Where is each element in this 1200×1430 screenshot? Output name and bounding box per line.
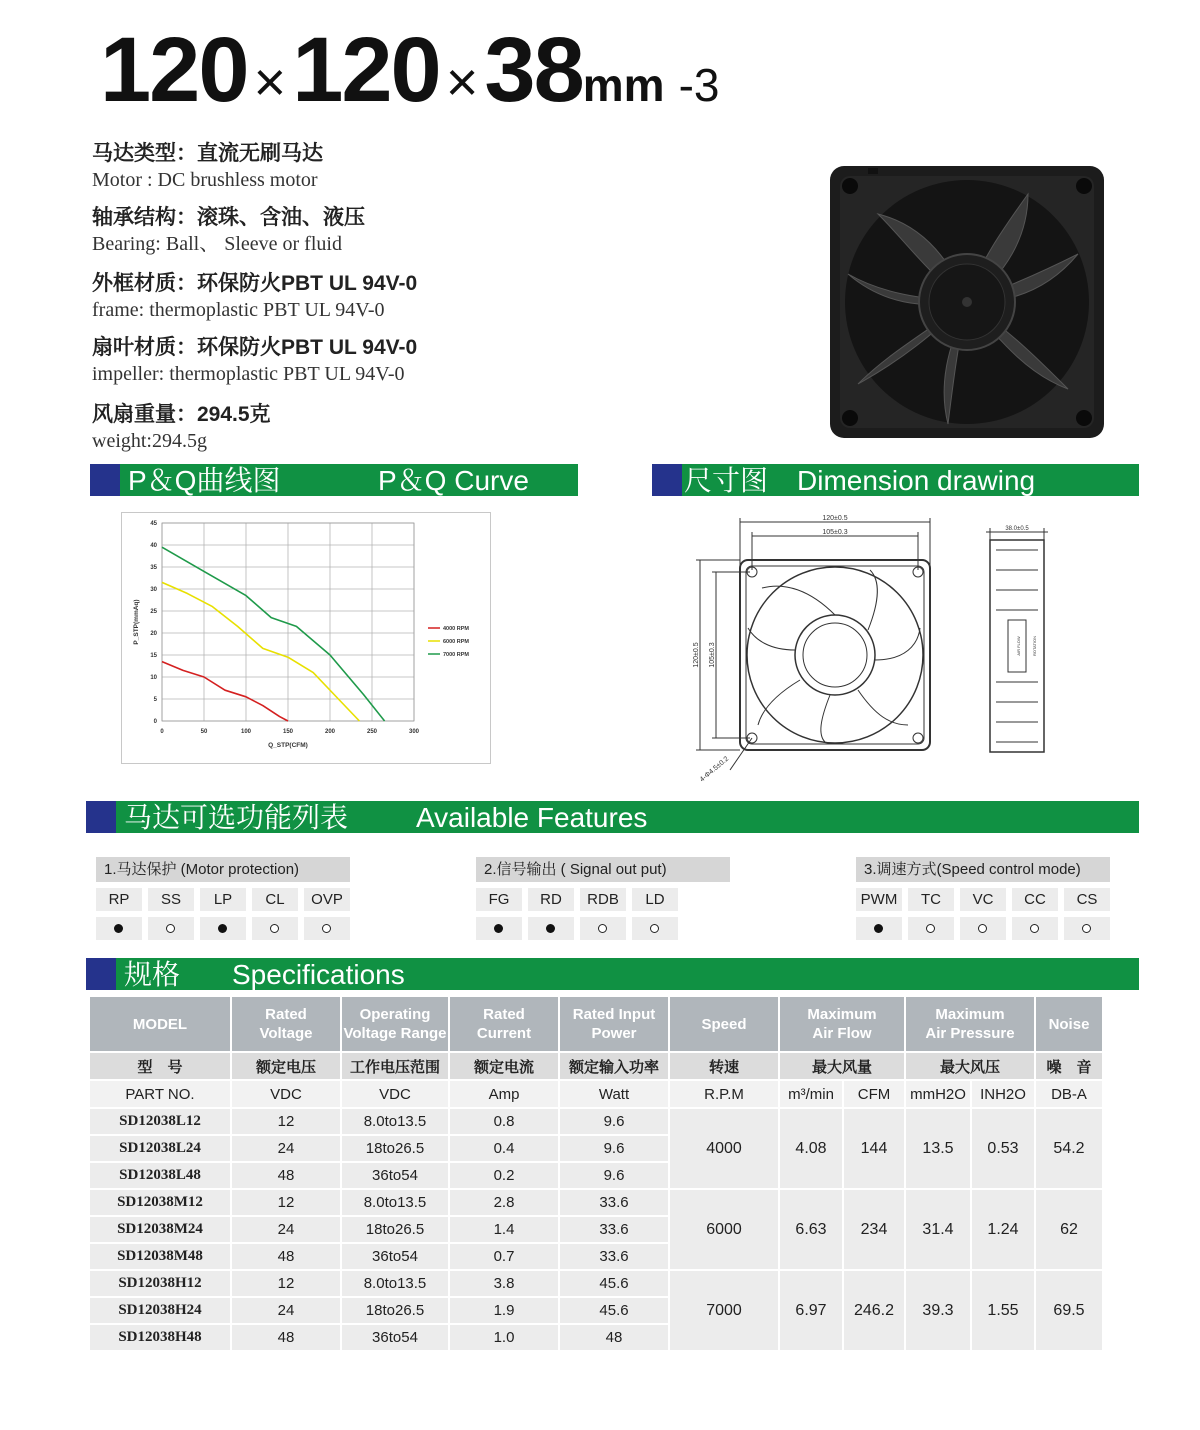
section-title-en: Available Features <box>416 802 648 833</box>
header-noise: Noise <box>1036 997 1102 1051</box>
feature-code-cl: CL <box>252 888 298 911</box>
feature-code-cc: CC <box>1012 888 1058 911</box>
group-value: 69.5 <box>1036 1271 1102 1350</box>
filled-dot-icon <box>874 924 883 933</box>
spec-value: 12 <box>232 1190 340 1215</box>
header-cn-cell: 型 号 <box>90 1053 230 1079</box>
empty-dot-icon <box>1030 924 1039 933</box>
y-tick-label: 35 <box>150 565 157 571</box>
unit-cell: Watt <box>560 1081 668 1107</box>
pq-chart <box>122 513 490 763</box>
spec-value: 0.7 <box>450 1244 558 1269</box>
spec-cn: 外框材质：环保防火PBT UL 94V-0 <box>92 272 418 295</box>
title-times-2: × <box>445 50 479 113</box>
table-units-row <box>90 1081 1102 1107</box>
feature-code-cs: CS <box>1064 888 1110 911</box>
section-title-cn: P＆Q曲线图 <box>128 465 281 496</box>
spec-value: 12 <box>232 1271 340 1296</box>
header-range: Operating Voltage Range <box>342 997 448 1051</box>
filled-dot-icon <box>218 924 227 933</box>
feature-indicator-lp <box>200 917 246 940</box>
group-value: 6000 <box>670 1190 778 1269</box>
unit-cell: VDC <box>342 1081 448 1107</box>
feature-code-pwm: PWM <box>856 888 902 911</box>
spec-value: 33.6 <box>560 1217 668 1242</box>
pq-chart-box <box>121 512 491 764</box>
spec-value: 18to26.5 <box>342 1136 448 1161</box>
section-title-cn: 规格 <box>124 959 181 990</box>
section-title-cn: 尺寸图 <box>684 465 769 496</box>
empty-dot-icon <box>978 924 987 933</box>
part-number: SD12038M48 <box>90 1244 230 1269</box>
table-row <box>90 1190 1102 1215</box>
y-tick-label: 0 <box>153 719 157 725</box>
spec-value: 8.0to13.5 <box>342 1109 448 1134</box>
feature-indicator-cs <box>1064 917 1110 940</box>
spec-value: 0.4 <box>450 1136 558 1161</box>
group-value: 234 <box>844 1190 904 1269</box>
feature-group-speed-control <box>856 857 1110 943</box>
title-dim-2: 120 <box>292 19 440 121</box>
spec-value: 24 <box>232 1136 340 1161</box>
empty-dot-icon <box>1082 924 1091 933</box>
group-value: 6.97 <box>780 1271 842 1350</box>
filled-dot-icon <box>546 924 555 933</box>
group-value: 246.2 <box>844 1271 904 1350</box>
spec-value: 45.6 <box>560 1298 668 1323</box>
legend-label: 7000 RPM <box>443 652 469 658</box>
spec-value: 12 <box>232 1109 340 1134</box>
y-tick-label: 25 <box>150 609 157 615</box>
feature-indicator-rdb <box>580 917 626 940</box>
feature-indicator-cl <box>252 917 298 940</box>
unit-cell: INH2O <box>972 1081 1034 1107</box>
unit-cell: Amp <box>450 1081 558 1107</box>
x-tick-label: 150 <box>282 729 294 735</box>
feature-group-motor-protection <box>96 857 350 943</box>
header-airflow: Maximum Air Flow <box>780 997 904 1051</box>
spec-bearing <box>92 204 365 256</box>
legend-label: 6000 RPM <box>443 639 469 645</box>
feature-code-ovp: OVP <box>304 888 350 911</box>
dim-top-outer-label: 120±0.5 <box>822 515 848 522</box>
spec-en: weight:294.5g <box>92 430 207 452</box>
spec-value: 33.6 <box>560 1190 668 1215</box>
unit-cell: mmH2O <box>906 1081 970 1107</box>
group-value: 62 <box>1036 1190 1102 1269</box>
feature-code-lp: LP <box>200 888 246 911</box>
x-tick-label: 300 <box>408 729 420 735</box>
table-row <box>90 1109 1102 1134</box>
group-value: 144 <box>844 1109 904 1188</box>
section-marker <box>86 801 116 833</box>
y-tick-label: 10 <box>150 675 157 681</box>
dim-top-inner-label: 105±0.3 <box>822 529 848 536</box>
header-cn-cell: 最大风量 <box>780 1053 904 1079</box>
header-cn-cell: 工作电压范围 <box>342 1053 448 1079</box>
header-cn-cell: 噪 音 <box>1036 1053 1102 1079</box>
feature-indicator-rd <box>528 917 574 940</box>
header-power: Rated Input Power <box>560 997 668 1051</box>
section-title-en: P＆Q Curve <box>378 465 529 496</box>
feature-code-tc: TC <box>908 888 954 911</box>
feature-code-fg: FG <box>476 888 522 911</box>
section-marker <box>86 958 116 990</box>
empty-dot-icon <box>926 924 935 933</box>
unit-cell: m³/min <box>780 1081 842 1107</box>
spec-value: 45.6 <box>560 1271 668 1296</box>
spec-motor <box>92 140 323 192</box>
spec-value: 3.8 <box>450 1271 558 1296</box>
title-times-1: × <box>253 50 287 113</box>
part-number: SD12038L12 <box>90 1109 230 1134</box>
part-number: SD12038L48 <box>90 1163 230 1188</box>
dim-rotation-label: ROTATION <box>1032 635 1037 657</box>
y-tick-label: 40 <box>150 543 157 549</box>
unit-cell: VDC <box>232 1081 340 1107</box>
section-title-en: Dimension drawing <box>797 465 1036 496</box>
spec-value: 18to26.5 <box>342 1217 448 1242</box>
spec-cn: 马达类型：直流无刷马达 <box>92 142 323 165</box>
section-header-dimension <box>652 464 1139 496</box>
table-row <box>90 1271 1102 1296</box>
series-line-7000-rpm <box>162 547 385 721</box>
spec-en: impeller: thermoplastic PBT UL 94V-0 <box>92 363 405 385</box>
spec-cn: 风扇重量：294.5克 <box>92 403 271 426</box>
x-tick-label: 50 <box>200 729 208 735</box>
dim-side-label: 38.0±0.5 <box>1005 526 1029 532</box>
spec-weight <box>92 401 271 453</box>
y-axis-label: P_STP(mmAq) <box>133 599 140 645</box>
header-cn-cell: 最大风压 <box>906 1053 1034 1079</box>
spec-value: 9.6 <box>560 1109 668 1134</box>
table-header-en <box>90 997 1102 1051</box>
spec-value: 0.8 <box>450 1109 558 1134</box>
header-current: Rated Current <box>450 997 558 1051</box>
feature-indicator-tc <box>908 917 954 940</box>
feature-indicator-cc <box>1012 917 1058 940</box>
group-value: 13.5 <box>906 1109 970 1188</box>
feature-group-title: 2.信号输出 ( Signal out put) <box>476 857 730 882</box>
x-axis-label: Q_STP(CFM) <box>268 742 308 749</box>
y-tick-label: 20 <box>150 631 157 637</box>
spec-cn: 轴承结构：滚珠、含油、液压 <box>92 206 365 229</box>
feature-indicator-ovp <box>304 917 350 940</box>
x-tick-label: 100 <box>240 729 252 735</box>
feature-indicator-ss <box>148 917 194 940</box>
spec-value: 9.6 <box>560 1163 668 1188</box>
feature-group-title: 3.调速方式(Speed control mode) <box>856 857 1110 882</box>
spec-value: 36to54 <box>342 1244 448 1269</box>
header-cn-cell: 额定输入功率 <box>560 1053 668 1079</box>
dim-hole-label: 4-Φ4.5±0.2 <box>698 755 731 784</box>
x-tick-label: 200 <box>324 729 336 735</box>
table-header-cn <box>90 1053 1102 1079</box>
group-value: 1.55 <box>972 1271 1034 1350</box>
spec-value: 1.9 <box>450 1298 558 1323</box>
title-dim-1: 120 <box>100 19 248 121</box>
feature-indicator-vc <box>960 917 1006 940</box>
spec-value: 8.0to13.5 <box>342 1271 448 1296</box>
header-cn-cell: 额定电压 <box>232 1053 340 1079</box>
section-marker <box>90 464 120 496</box>
header-pressure: Maximum Air Pressure <box>906 997 1034 1051</box>
empty-dot-icon <box>598 924 607 933</box>
group-value: 4.08 <box>780 1109 842 1188</box>
spec-value: 24 <box>232 1217 340 1242</box>
group-value: 54.2 <box>1036 1109 1102 1188</box>
feature-group-title: 1.马达保护 (Motor protection) <box>96 857 350 882</box>
feature-code-rdb: RDB <box>580 888 626 911</box>
page-title <box>100 18 720 121</box>
header-model: MODEL <box>90 997 230 1051</box>
feature-indicator-rp <box>96 917 142 940</box>
group-value: 1.24 <box>972 1190 1034 1269</box>
spec-value: 48 <box>560 1325 668 1350</box>
unit-cell: R.P.M <box>670 1081 778 1107</box>
title-suffix: -3 <box>678 59 720 111</box>
series-line-4000-rpm <box>162 662 288 721</box>
group-value: 7000 <box>670 1271 778 1350</box>
spec-value: 9.6 <box>560 1136 668 1161</box>
feature-code-ss: SS <box>148 888 194 911</box>
spec-value: 36to54 <box>342 1325 448 1350</box>
spec-value: 24 <box>232 1298 340 1323</box>
section-marker <box>652 464 682 496</box>
dimension-drawing <box>690 510 1070 790</box>
part-number: SD12038H48 <box>90 1325 230 1350</box>
section-header-pq <box>90 464 578 496</box>
title-dim-3: 38 <box>484 19 583 121</box>
feature-code-vc: VC <box>960 888 1006 911</box>
spec-value: 1.4 <box>450 1217 558 1242</box>
spec-value: 1.0 <box>450 1325 558 1350</box>
unit-cell: PART NO. <box>90 1081 230 1107</box>
spec-frame <box>92 270 417 322</box>
fan-product-image <box>828 164 1106 440</box>
part-number: SD12038H24 <box>90 1298 230 1323</box>
header-cn-cell: 额定电流 <box>450 1053 558 1079</box>
feature-indicator-ld <box>632 917 678 940</box>
dim-left-outer-label: 120±0.5 <box>693 642 700 668</box>
empty-dot-icon <box>166 924 175 933</box>
group-value: 31.4 <box>906 1190 970 1269</box>
section-title-en: Specifications <box>232 959 405 990</box>
empty-dot-icon <box>322 924 331 933</box>
x-tick-label: 0 <box>160 729 164 735</box>
spec-en: Bearing: Ball、 Sleeve or fluid <box>92 233 342 255</box>
feature-code-ld: LD <box>632 888 678 911</box>
y-tick-label: 15 <box>150 653 157 659</box>
spec-value: 48 <box>232 1244 340 1269</box>
spec-value: 33.6 <box>560 1244 668 1269</box>
unit-cell: DB-A <box>1036 1081 1102 1107</box>
group-value: 4000 <box>670 1109 778 1188</box>
y-tick-label: 5 <box>153 697 157 703</box>
spec-value: 36to54 <box>342 1163 448 1188</box>
title-unit: mm <box>582 59 665 111</box>
spec-impeller <box>92 334 417 386</box>
dim-left-inner-label: 105±0.3 <box>709 642 716 668</box>
spec-value: 0.2 <box>450 1163 558 1188</box>
section-title-cn: 马达可选功能列表 <box>124 802 349 833</box>
part-number: SD12038H12 <box>90 1271 230 1296</box>
feature-code-rd: RD <box>528 888 574 911</box>
empty-dot-icon <box>650 924 659 933</box>
group-value: 6.63 <box>780 1190 842 1269</box>
x-tick-label: 250 <box>366 729 378 735</box>
part-number: SD12038M12 <box>90 1190 230 1215</box>
spec-cn: 扇叶材质：环保防火PBT UL 94V-0 <box>92 336 418 359</box>
spec-value: 48 <box>232 1325 340 1350</box>
empty-dot-icon <box>270 924 279 933</box>
group-value: 0.53 <box>972 1109 1034 1188</box>
part-number: SD12038L24 <box>90 1136 230 1161</box>
spec-value: 2.8 <box>450 1190 558 1215</box>
filled-dot-icon <box>114 924 123 933</box>
feature-code-rp: RP <box>96 888 142 911</box>
feature-group-signal-output <box>476 857 730 943</box>
filled-dot-icon <box>494 924 503 933</box>
header-voltage: Rated Voltage <box>232 997 340 1051</box>
feature-indicator-fg <box>476 917 522 940</box>
header-cn-cell: 转速 <box>670 1053 778 1079</box>
spec-en: frame: thermoplastic PBT UL 94V-0 <box>92 299 385 321</box>
y-tick-label: 30 <box>150 587 157 593</box>
part-number: SD12038M24 <box>90 1217 230 1242</box>
unit-cell: CFM <box>844 1081 904 1107</box>
group-value: 39.3 <box>906 1271 970 1350</box>
specifications-table <box>88 995 1104 1352</box>
spec-value: 8.0to13.5 <box>342 1190 448 1215</box>
section-header-features <box>86 801 1139 833</box>
spec-en: Motor : DC brushless motor <box>92 169 318 191</box>
spec-value: 18to26.5 <box>342 1298 448 1323</box>
y-tick-label: 45 <box>150 521 157 527</box>
feature-indicator-pwm <box>856 917 902 940</box>
spec-value: 48 <box>232 1163 340 1188</box>
header-speed: Speed <box>670 997 778 1051</box>
dim-airflow-label: AIR FLOW <box>1016 636 1021 656</box>
legend-label: 4000 RPM <box>443 626 469 632</box>
section-header-specifications <box>86 958 1139 990</box>
